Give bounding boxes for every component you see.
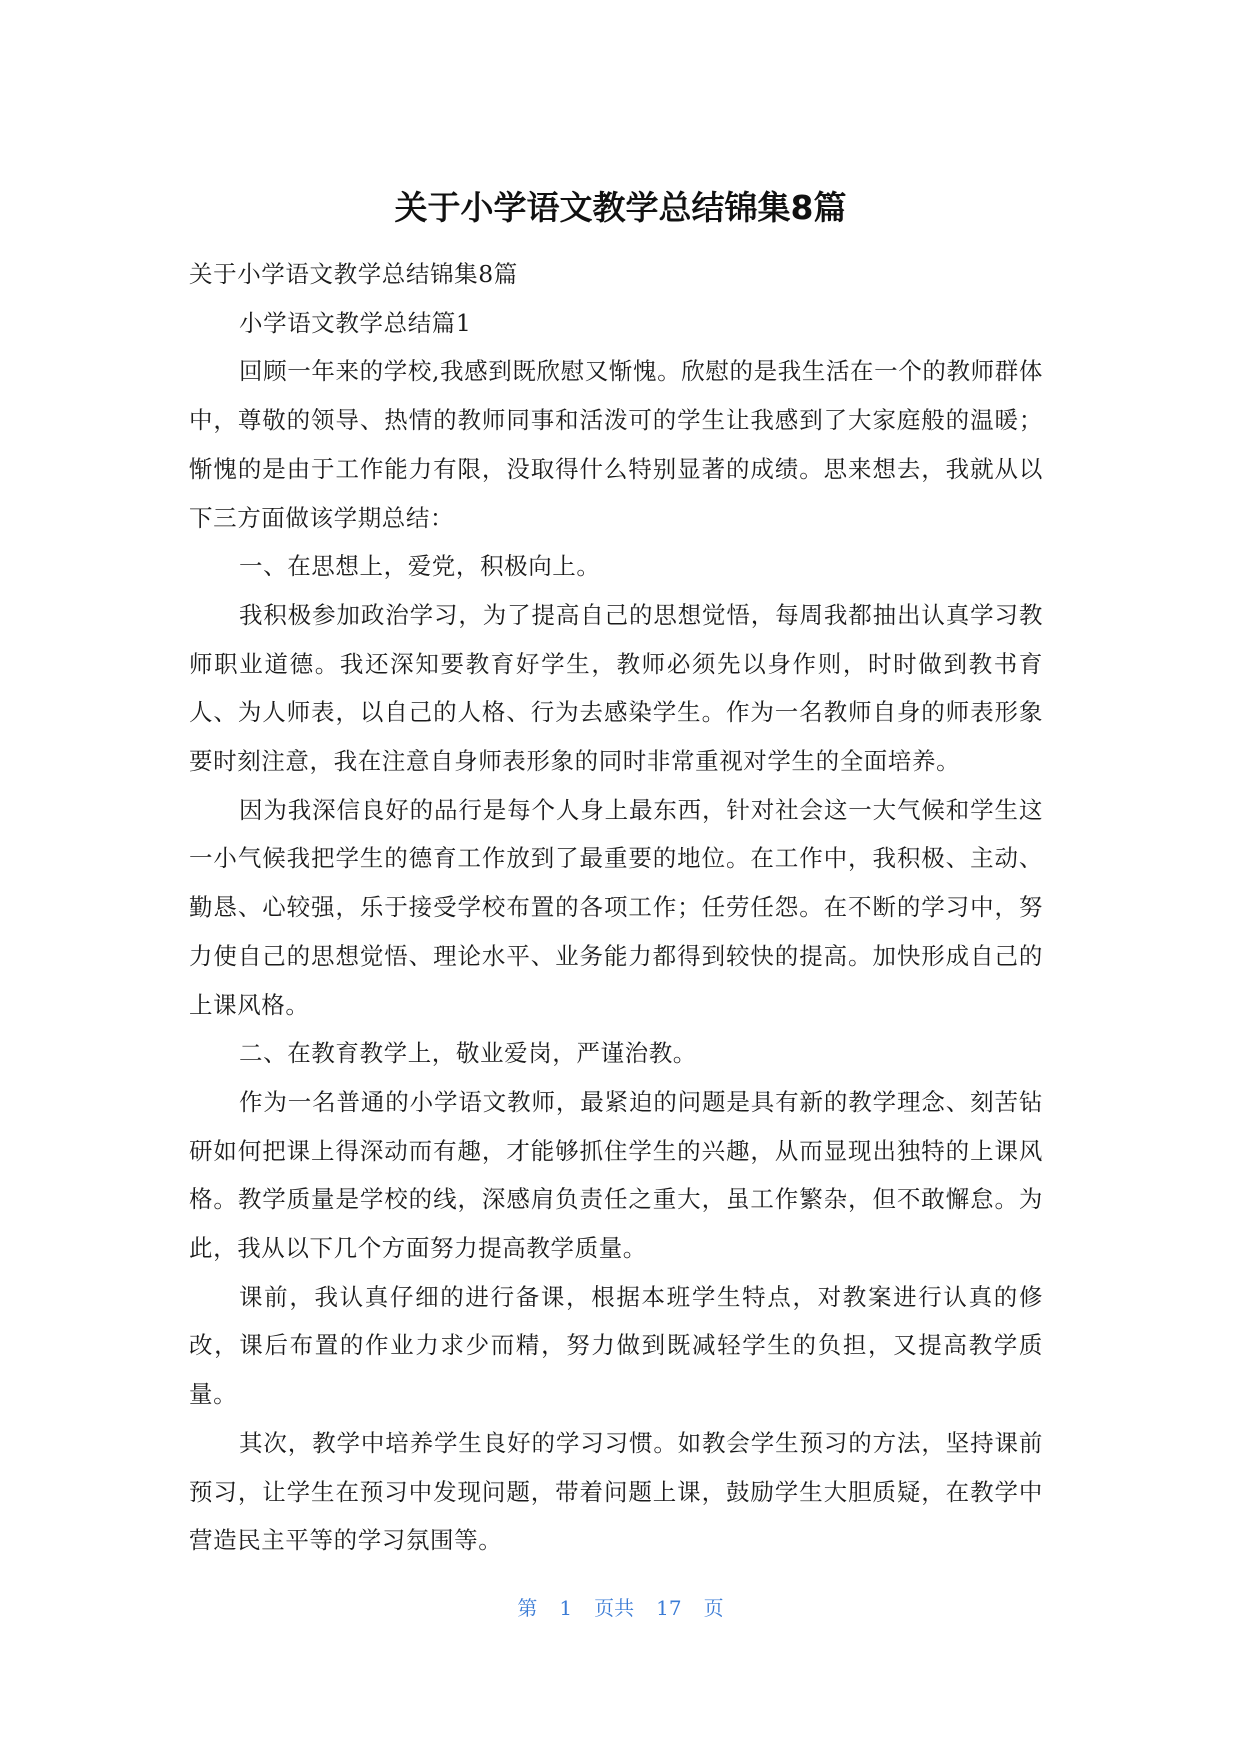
paragraph: 回顾一年来的学校,我感到既欣慰又惭愧。欣慰的是我生活在一个的教师群体中，尊敬的领导、热情的教师同事和活泼可的学生让我感到了大家庭般的温暖；惭愧的是由于工作能力有限，没取得什么特别显著的成绩。思来想去，我就从以下三方面做该学期总结： — [189, 357, 1043, 532]
footer-total-pages: 17 — [656, 1596, 682, 1620]
paragraph: 作为一名普通的小学语文教师，最紧迫的问题是具有新的教学理念、刻苦钻研如何把课上得深动而有趣，才能够抓住学生的兴趣，从而显现出独特的上课风格。教学质量是学校的线，深感肩负责任之重大，虽工作繁杂，但不敢懈怠。为此，我从以下几个方面努力提高教学质量。 — [189, 1087, 1043, 1263]
footer-middle: 页共 — [594, 1596, 635, 1620]
paragraph: 课前，我认真仔细的进行备课，根据本班学生特点，对教案进行认真的修改，课后布置的作业力求少而精，努力做到既减轻学生的负担，又提高教学质量。 — [189, 1282, 1043, 1409]
section-heading: 二、在教育教学上，敬业爱岗，严谨治教。 — [239, 1039, 697, 1068]
paragraph: 关于小学语文教学总结锦集8篇 — [189, 260, 518, 288]
document-title: 关于小学语文教学总结锦集8篇 — [394, 188, 847, 227]
document-body — [189, 250, 1043, 1565]
section-heading: 一、在思想上，爱党，积极向上。 — [239, 552, 601, 581]
paragraph: 因为我深信良好的品行是每个人身上最东西，针对社会这一大气候和学生这一小气候我把学生的德育工作放到了最重要的地位。在工作中，我积极、主动、勤恳、心较强，乐于接受学校布置的各项工作；任劳任怨。在不断的学习中，努力使自己的思想觉悟、理论水平、业务能力都得到较快的提高。加快形成自己的上课风格。 — [189, 795, 1043, 1019]
section-heading: 小学语文教学总结篇1 — [239, 308, 472, 337]
page-footer — [0, 1593, 1241, 1623]
paragraph: 我积极参加政治学习，为了提高自己的思想觉悟，每周我都抽出认真学习教师职业道德。我还深知要教育好学生，教师必须先以身作则，时时做到教书育人、为人师表，以自己的人格、行为去感染学生。作为一名教师自身的师表形象要时刻注意，我在注意自身师表形象的同时非常重视对学生的全面培养。 — [189, 600, 1043, 776]
paragraph: 其次，教学中培养学生良好的学习习惯。如教会学生预习的方法，坚持课前预习，让学生在预习中发现问题，带着问题上课，鼓励学生大胆质疑，在教学中营造民主平等的学习氛围等。 — [189, 1428, 1043, 1555]
footer-prefix: 第 — [517, 1596, 538, 1620]
footer-page-number: 1 — [559, 1596, 573, 1620]
footer-suffix: 页 — [703, 1596, 724, 1620]
